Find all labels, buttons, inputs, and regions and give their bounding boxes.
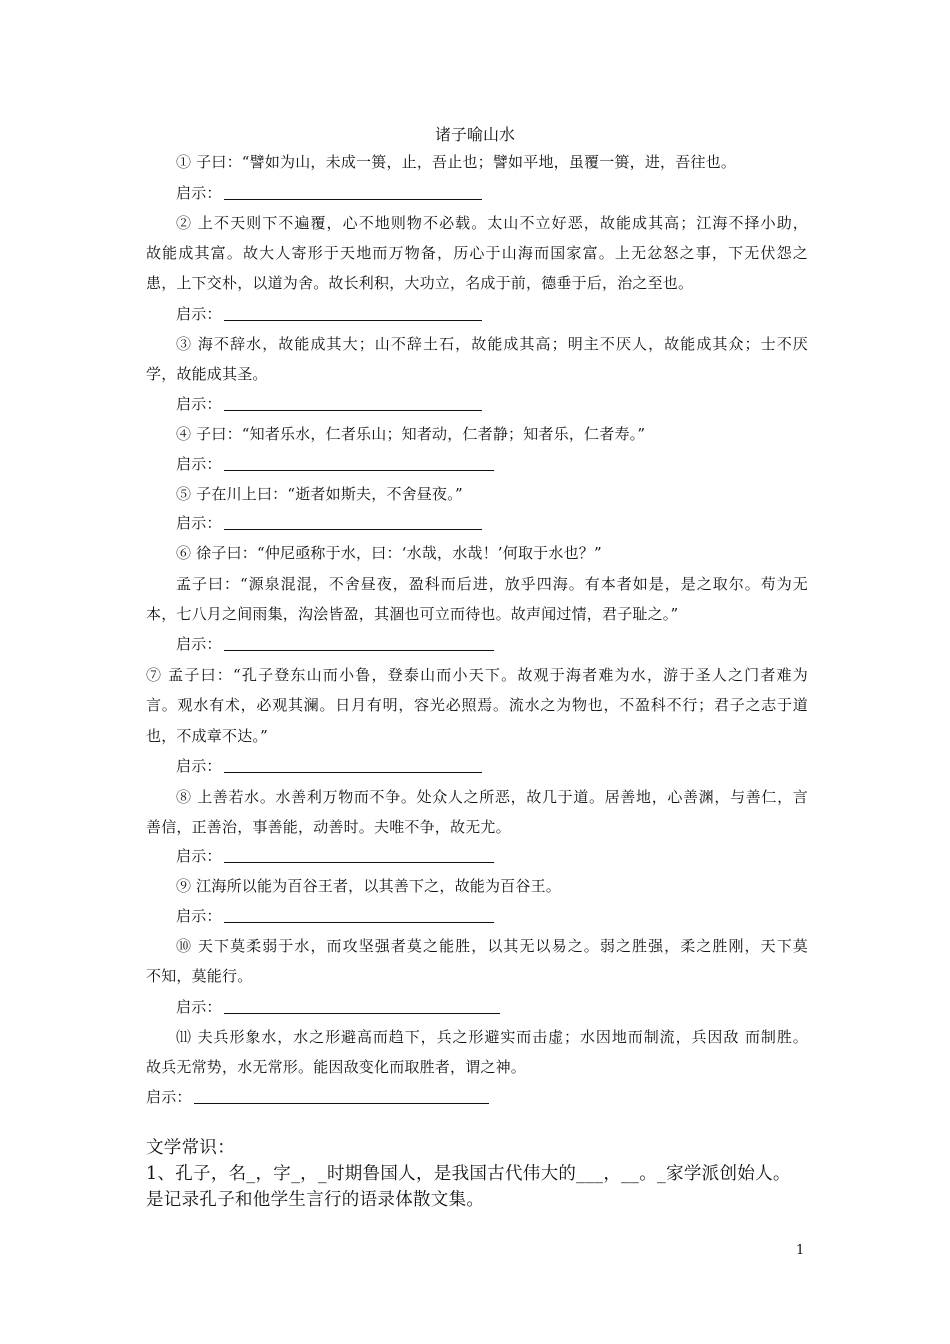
text-line: 孟子曰：“源泉混混，不舍昼夜，盈科而后进，放乎四海。有本者如是，是之取尔。苟为无 <box>176 575 808 593</box>
answer-blank[interactable] <box>224 634 494 651</box>
hint-line <box>176 843 808 869</box>
text-line: 也，不成章不达。” <box>146 727 268 745</box>
page-number: 1 <box>796 1243 805 1258</box>
hint-label: 启示： <box>176 514 222 532</box>
hint-label: 启示： <box>176 635 222 653</box>
answer-blank[interactable] <box>224 997 500 1014</box>
hint-label: 启示： <box>176 184 222 202</box>
text-line: ④ 子曰：“知者乐水，仁者乐山；知者动，仁者静；知者乐，仁者寿。” <box>176 425 646 443</box>
text-line: ② 上不天则下不遍覆，心不地则物不必载。太山不立好恶，故能成其高；江海不择小助， <box>176 214 808 232</box>
answer-blank[interactable] <box>224 756 482 773</box>
text-line: ⑥ 徐子曰：“仲尼亟称于水，曰：‘水哉，水哉！’何取于水也？” <box>176 544 602 562</box>
text-line: ③ 海不辞水，故能成其大；山不辞土石，故能成其高；明主不厌人，故能成其众；士不厌 <box>176 335 808 353</box>
answer-blank[interactable] <box>224 906 494 923</box>
text-line: 学，故能成其圣。 <box>146 365 268 383</box>
hint-label: 启示： <box>176 757 222 775</box>
hint-line <box>176 451 808 477</box>
literature-heading: 文学常识： <box>146 1138 235 1158</box>
hint-label: 启示： <box>176 305 222 323</box>
hint-line <box>176 753 808 779</box>
text-line: 患，上下交朴，以道为舍。故长利积，大功立，名成于前，德垂于后，治之至也。 <box>146 274 694 292</box>
hint-label: 启示： <box>176 455 222 473</box>
answer-blank[interactable] <box>224 304 482 321</box>
hint-line <box>176 631 808 657</box>
hint-label: 启示： <box>176 907 222 925</box>
hint-line <box>176 391 808 417</box>
hint-line <box>176 301 808 327</box>
text-line: 言。观水有术，必观其澜。日月有明，容光必照焉。流水之为物也，不盈科不行；君子之志于道 <box>146 696 808 714</box>
literature-question-line: 1、孔子，名_，字_，_时期鲁国人，是我国古代伟大的___，__。_家学派创始人。 <box>146 1164 791 1184</box>
text-line: 善信，正善治，事善能，动善时。夫唯不争，故无尤。 <box>146 818 511 836</box>
hint-label: 启示： <box>176 395 222 413</box>
hint-line <box>176 903 808 929</box>
hint-line <box>176 510 808 536</box>
text-line: ① 子曰：“譬如为山，未成一篑，止，吾止也；譬如平地，虽覆一篑，进，吾往也。 <box>176 153 737 171</box>
text-line: 本，七八月之间雨集，沟浍皆盈，其涸也可立而待也。故声闻过情，君子耻之。” <box>146 605 679 623</box>
text-line: 不知，莫能行。 <box>146 967 253 985</box>
hint-line <box>176 180 808 206</box>
page-title: 诸子喻山水 <box>434 125 515 144</box>
answer-blank[interactable] <box>224 394 482 411</box>
text-line: 故能成其富。故大人寄形于天地而万物备，历心于山海而国家富。上无忿怒之事，下无伏怨之 <box>146 244 808 262</box>
answer-blank[interactable] <box>224 846 494 863</box>
answer-blank[interactable] <box>224 513 482 530</box>
text-line: ⑨ 江海所以能为百谷王者，以其善下之，故能为百谷王。 <box>176 877 561 895</box>
text-line: 故兵无常势，水无常形。能因敌变化而取胜者，谓之神。 <box>146 1058 527 1076</box>
hint-line <box>176 994 808 1020</box>
text-line: ⑧ 上善若水。水善利万物而不争。处众人之所恶，故几于道。居善地，心善渊，与善仁，言 <box>176 788 808 806</box>
text-line: ⑦ 孟子曰：“孔子登东山而小鲁，登泰山而小天下。故观于海者难为水，游于圣人之门者难为 <box>146 666 808 684</box>
answer-blank[interactable] <box>224 183 482 200</box>
text-line: ⑩ 天下莫柔弱于水，而攻坚强者莫之能胜，以其无以易之。弱之胜强，柔之胜刚，天下莫 <box>176 937 808 955</box>
answer-blank[interactable] <box>224 454 494 471</box>
literature-question-line: 是记录孔子和他学生言行的语录体散文集。 <box>146 1190 485 1210</box>
hint-label: 启示： <box>146 1088 192 1106</box>
hint-label: 启示： <box>176 847 222 865</box>
hint-line <box>146 1084 808 1110</box>
hint-label: 启示： <box>176 998 222 1016</box>
answer-blank[interactable] <box>194 1087 489 1104</box>
text-line: ⑾ 夫兵形象水，水之形避高而趋下，兵之形避实而击虚；水因地而制流，兵因敌 而制胜。 <box>176 1028 808 1046</box>
text-line: ⑤ 子在川上曰：“逝者如斯夫，不舍昼夜。” <box>176 485 463 503</box>
